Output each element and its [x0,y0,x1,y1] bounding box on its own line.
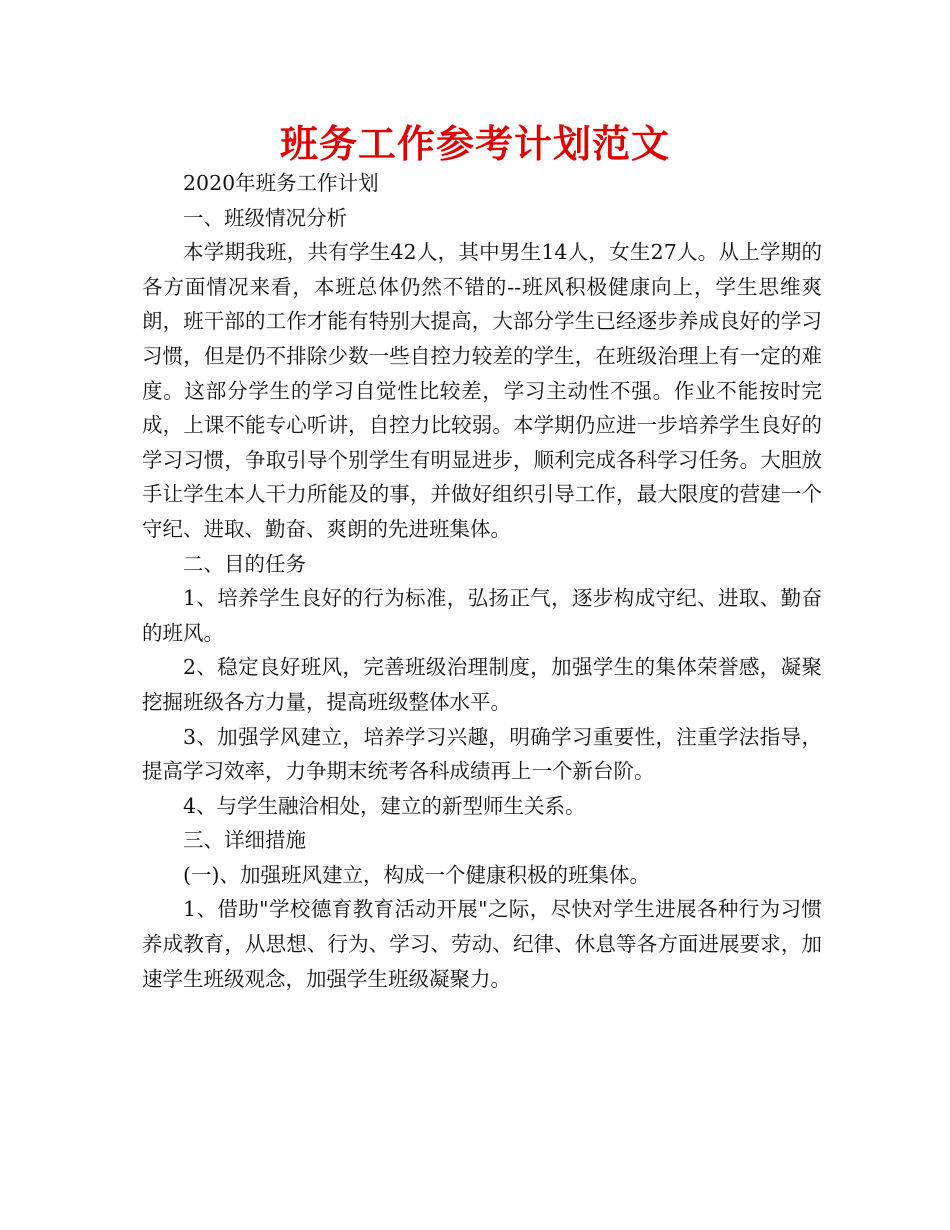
goal-item-3: 3、加强学风建立，培养学习兴趣，明确学习重要性，注重学法指导，提高学习效率，力争期末统考各科成绩再上一个新台阶。 [142,724,822,784]
document-title: 班务工作参考计划范文 [279,122,670,166]
section-heading-goals: 二、目的任务 [183,551,306,576]
measures-subheading-1: (一)、加强班风建立，构成一个健康积极的班集体。 [183,862,650,887]
goal-item-4: 4、与学生融洽相处，建立的新型师生关系。 [183,793,586,818]
section-heading-measures: 三、详细措施 [183,828,306,853]
goal-item-1: 1、培养学生良好的行为标准，弘扬正气，逐步构成守纪、进取、勤奋的班风。 [142,586,822,645]
section-heading-class-analysis: 一、班级情况分析 [183,205,347,230]
class-analysis-paragraph: 本学期我班，共有学生42人，其中男生14人，女生27人。从上学期的各方面情况来看，本班总体仍然不错的--班风积极健康向上，学生思维爽朗，班干部的工作才能有特别大提高，大部分学生已经逐步养成良好的学习习惯，但是仍不排除少数一些自控力较差的学生，在班级治理上有一定的难度。这部分学生的学习自觉性比较差，学习主动性不强。作业不能按时完成，上课不能专心听讲，自控力比较弱。本学期仍应进一步培养学生良好的学习习惯，争取引导个别学生有明显进步，顺利完成各科学习任务。大胆放手让学生本人干力所能及的事，并做好组织引导工作，最大限度的营建一个守纪、进取、勤奋、爽朗的先进班集体。 [142,240,822,541]
plan-year-heading: 2020年班务工作计划 [183,171,379,195]
document-body [142,166,822,996]
measure-item-1: 1、借助"学校德育教育活动开展"之际，尽快对学生进展各种行为习惯养成教育，从思想、行为、学习、劳动、纪律、休息等各方面进展要求，加速学生班级观念，加强学生班级凝聚力。 [142,897,822,991]
goal-item-2: 2、稳定良好班风，完善班级治理制度，加强学生的集体荣誉感，凝聚挖掘班级各方力量，提高班级整体水平。 [142,655,822,714]
